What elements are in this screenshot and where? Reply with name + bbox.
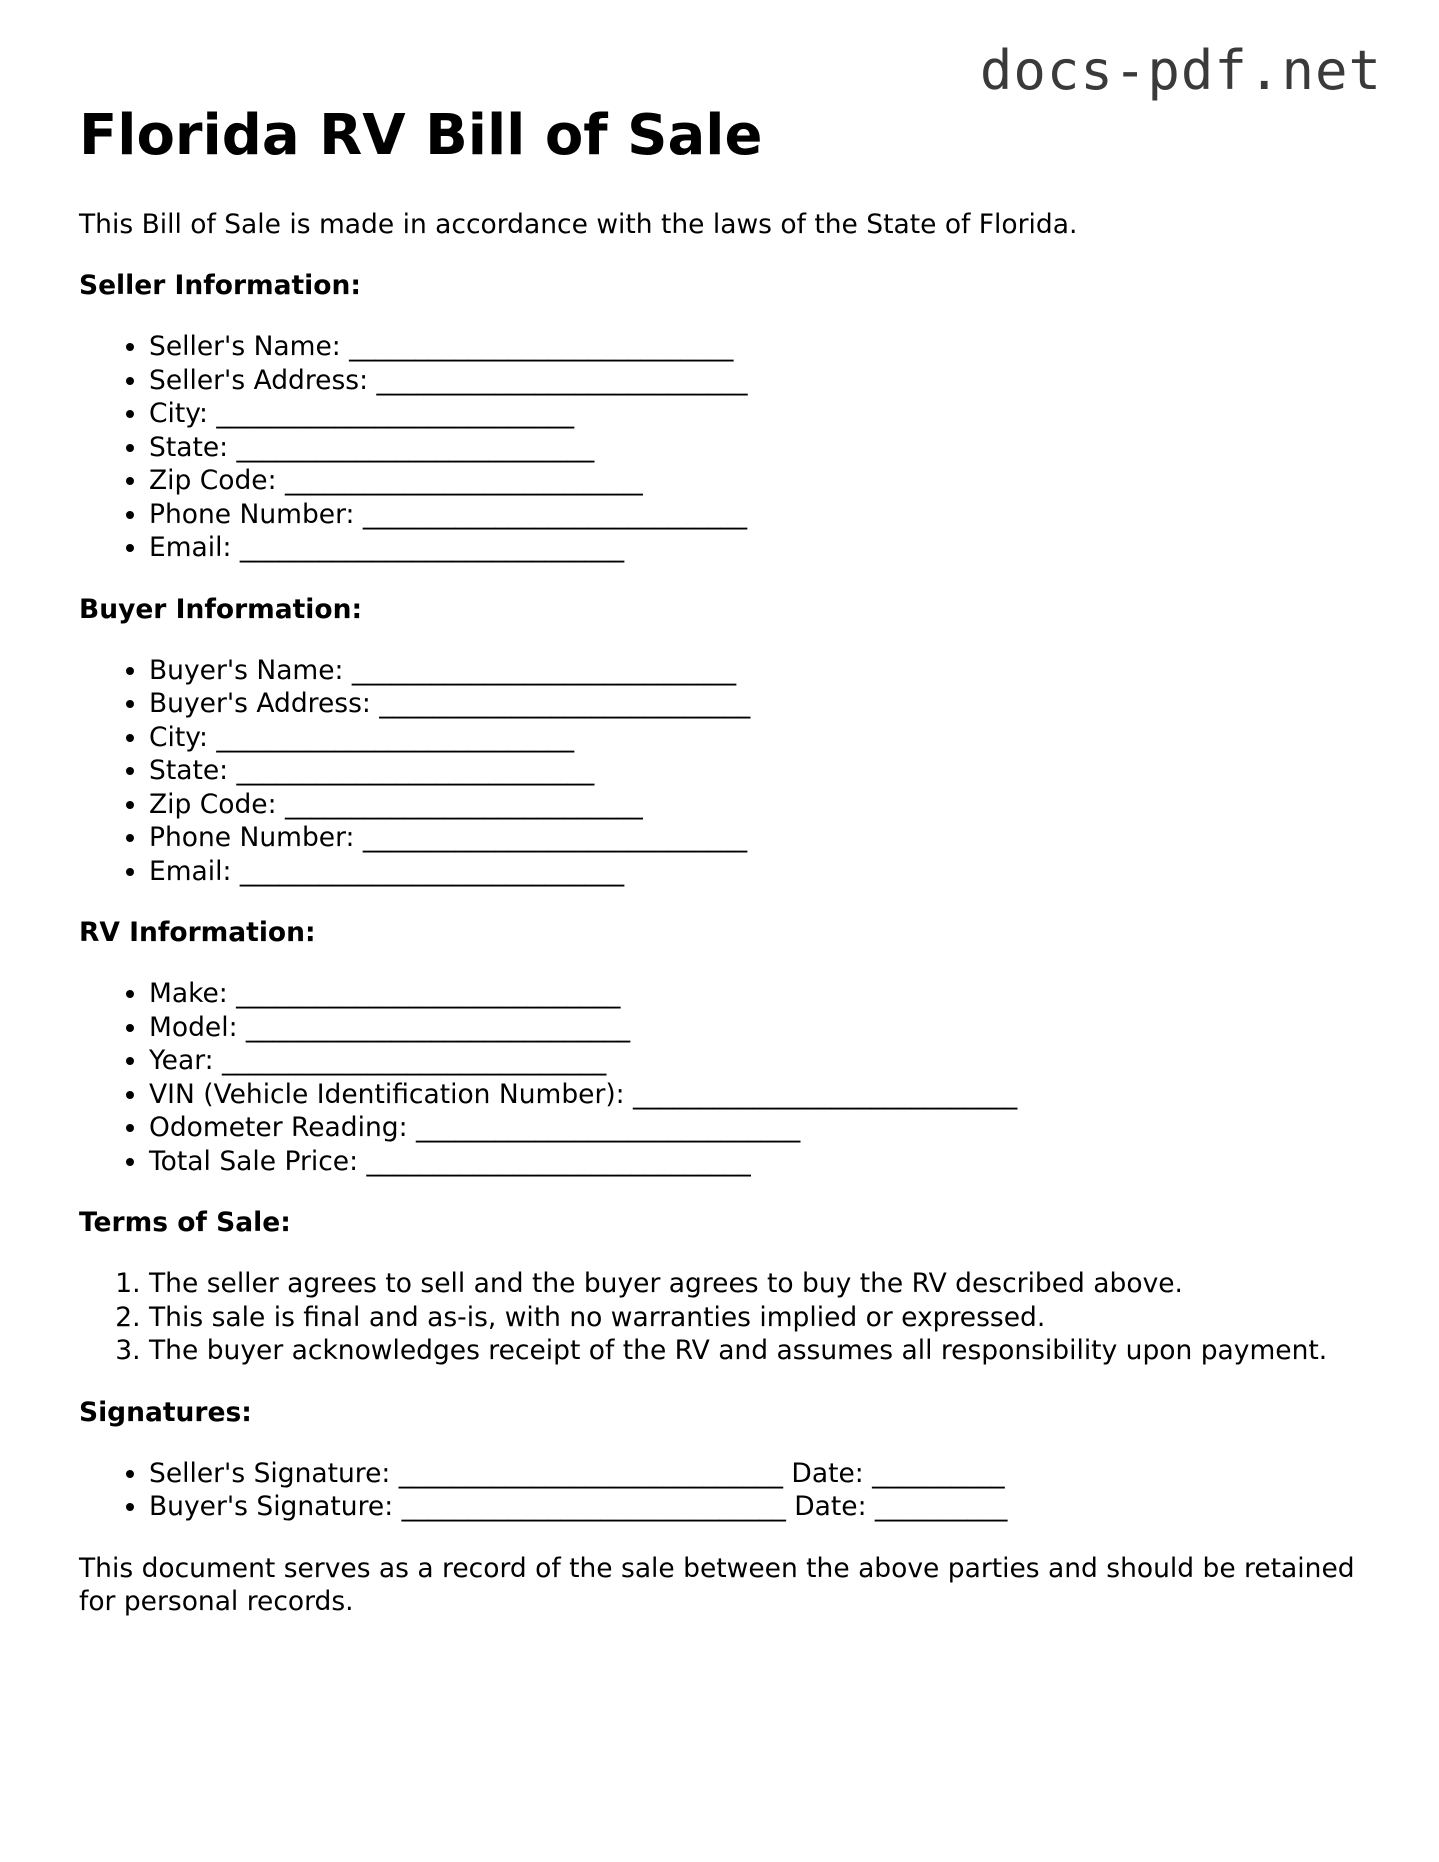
buyer-list [79, 654, 1369, 889]
watermark: docs-pdf.net [979, 39, 1382, 102]
seller-city-field: • City: ___________________________ [149, 397, 1369, 431]
rv-year-field: • Year: _____________________________ [149, 1044, 1369, 1078]
rv-price-field: • Total Sale Price: _____________________________ [149, 1145, 1369, 1179]
seller-zip-field: • Zip Code: ___________________________ [149, 464, 1369, 498]
seller-signature-field: • Seller's Signature: _____________________________ Date: __________ [149, 1457, 1369, 1491]
document-page [79, 98, 1369, 1618]
rv-list [79, 977, 1369, 1178]
seller-heading: Seller Information: [79, 270, 361, 301]
seller-address-field: • Seller's Address: ____________________________ [149, 364, 1369, 398]
seller-name-field: • Seller's Name: _____________________________ [149, 330, 1369, 364]
buyer-city-field: • City: ___________________________ [149, 721, 1369, 755]
buyer-state-field: • State: ___________________________ [149, 754, 1369, 788]
term-item: 3. The buyer acknowledges receipt of the RV and assumes all responsibility upon payment. [149, 1334, 1369, 1368]
closing-text: This document serves as a record of the sale between the above parties and should be retained for personal records. [79, 1552, 1355, 1617]
seller-phone-field: • Phone Number: _____________________________ [149, 498, 1369, 532]
intro-text: This Bill of Sale is made in accordance with the laws of the State of Florida. [79, 209, 1078, 240]
term-item: 2. This sale is final and as-is, with no warranties implied or expressed. [149, 1301, 1369, 1335]
rv-heading: RV Information: [79, 917, 316, 948]
rv-make-field: • Make: _____________________________ [149, 977, 1369, 1011]
rv-odometer-field: • Odometer Reading: _____________________________ [149, 1111, 1369, 1145]
signatures-list [79, 1457, 1369, 1524]
buyer-signature-field: • Buyer's Signature: _____________________________ Date: __________ [149, 1490, 1369, 1524]
buyer-phone-field: • Phone Number: _____________________________ [149, 821, 1369, 855]
buyer-email-field: • Email: _____________________________ [149, 855, 1369, 889]
terms-list [79, 1267, 1369, 1368]
buyer-heading: Buyer Information: [79, 593, 363, 625]
term-item: 1. The seller agrees to sell and the buyer agrees to buy the RV described above. [149, 1267, 1369, 1301]
signatures-heading: Signatures: [79, 1396, 252, 1428]
terms-heading: Terms of Sale: [79, 1207, 291, 1238]
seller-state-field: • State: ___________________________ [149, 431, 1369, 465]
buyer-address-field: • Buyer's Address: ____________________________ [149, 687, 1369, 721]
seller-list [79, 330, 1369, 565]
buyer-zip-field: • Zip Code: ___________________________ [149, 788, 1369, 822]
rv-model-field: • Model: _____________________________ [149, 1011, 1369, 1045]
seller-email-field: • Email: _____________________________ [149, 531, 1369, 565]
buyer-name-field: • Buyer's Name: _____________________________ [149, 654, 1369, 688]
document-title: Florida RV Bill of Sale [79, 103, 763, 168]
rv-vin-field: • VIN (Vehicle Identification Number): _____________________________ [149, 1078, 1369, 1112]
